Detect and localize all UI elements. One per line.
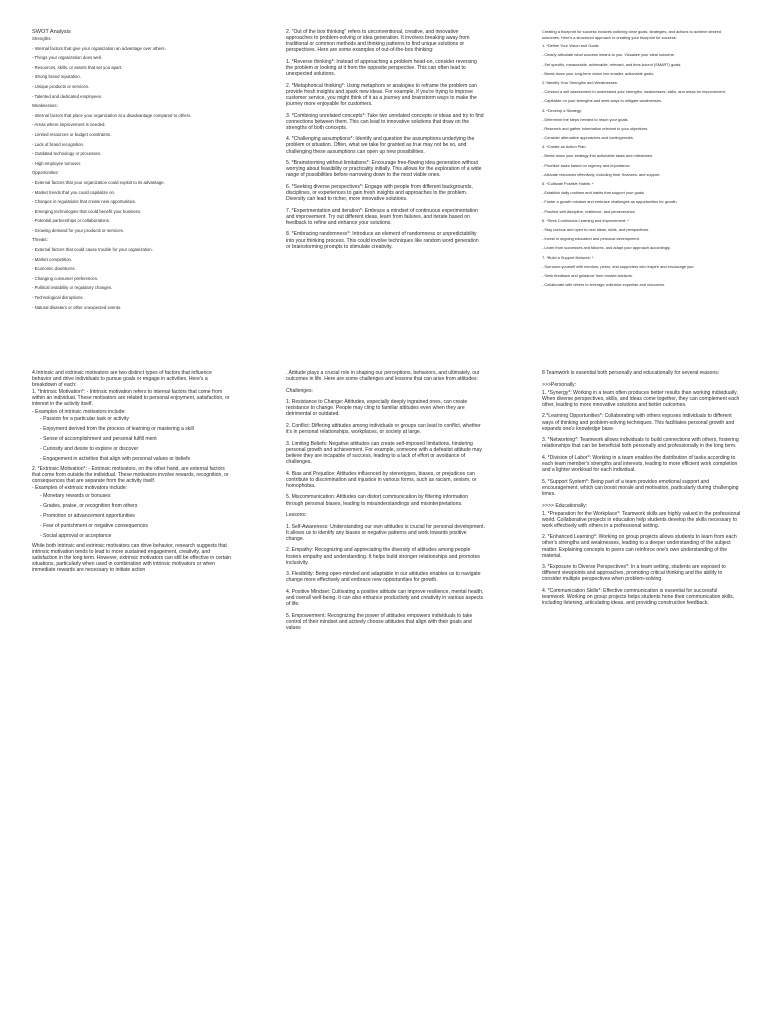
challenges-list — [286, 399, 486, 506]
blueprint-line: - Prioritize tasks based on urgency and importance. — [542, 162, 631, 168]
blueprint-line: - Break down your long-term vision into smaller, actionable goals. — [542, 70, 655, 76]
swot-section — [32, 29, 232, 314]
extrinsic-example: - Social approval or acceptance — [40, 532, 112, 539]
blueprint-line: - Allocate resources effectively, including time, finances, and support. — [542, 171, 661, 177]
out-of-box-paragraph: 8. *Embracing randomness*: Introduce an element of randomness or unpredictability into your thinking process. This could involve techniques like random word generation or brainstorming prompts to stimulate creativity. — [286, 231, 479, 250]
lessons-heading: Lessons: — [286, 512, 307, 519]
swot-line: - Internal factors that give your organization an advantage over others. — [32, 45, 166, 51]
swot-line: - Resources, skills, or assets that set you apart. — [32, 64, 123, 70]
swot-line: - Outdated technology or processes. — [32, 151, 102, 157]
swot-line: - External factors that your organization could exploit to its advantage. — [32, 179, 165, 185]
blueprint-line: - Surround yourself with mentors, peers, and supporters who inspire and encourage you. — [542, 263, 695, 269]
educational-reason: 3. *Exposure to Diverse Perspectives*: In a team setting, students are exposed to different viewpoints and approaches, promoting critical thinking and the ability to consider multiple perspectives when problem-solving. — [542, 564, 726, 583]
personal-reason: 1. *Synergy*: Working in a team often produces better results than working individually. When diverse perspectives, skills, and ideas come together, they can complement each other, leading to more innovative solutions and better outcomes. — [542, 389, 740, 408]
lesson-item: 3. Flexibility: Being open-minded and adaptable in our attitudes enables us to navigate change more effectively and embrace new opportunities for growth. — [286, 571, 481, 584]
swot-line: - Growing demand for your products or services. — [32, 227, 124, 233]
blueprint-line: - Practice self-discipline, resilience, and perseverance. — [542, 208, 636, 214]
educational-heading: >>>> Educationally: — [542, 502, 588, 509]
blueprint-line: 1. *Define Your Vision and Goals: — [542, 43, 600, 49]
intrinsic-examples — [32, 416, 232, 462]
educational-reasons — [542, 511, 742, 607]
blueprint-line: - Invest in ongoing education and personal development. — [542, 236, 640, 242]
intrinsic-example: - Engagement in activities that align with personal values or beliefs — [40, 456, 191, 463]
out-of-box-section — [286, 29, 484, 255]
blueprint-line: - Foster a growth mindset and embrace challenges as opportunities for growth. — [542, 199, 678, 205]
blueprint-line: - Break down your strategy into actionable tasks and milestones. — [542, 153, 654, 159]
blueprint-line: 7. *Build a Support Network: * — [542, 254, 594, 260]
blueprint-line: - Seek feedback and guidance from trusted advisors. — [542, 272, 634, 278]
out-of-box-paragraph: 6. *Seeking diverse perspectives*: Engage with people from different backgrounds, disciplines, or experiences to gain fresh insights and approaches to the problem. Diversity can lead to richer, more innovative solutions. — [286, 183, 473, 203]
challenge-item: 1. Resistance to Change: Attitudes, especially deeply ingrained ones, can create resistance to change. People may cling to familiar attitudes even when they are detrimental or outdated. — [286, 399, 468, 418]
personal-reason: 5. *Support System*: Being part of a team provides emotional support and encouragement, which can boost morale and motivation, particularly during challenging times. — [542, 478, 739, 497]
extrinsic-example: - Monetary rewards or bonuses — [40, 492, 111, 499]
swot-title: SWOT Analysis — [32, 29, 71, 35]
blueprint-line: - Research and gather information relevant to your objectives. — [542, 125, 649, 131]
blueprint-section — [542, 29, 740, 291]
swot-line: - Changing consumer preferences. — [32, 275, 99, 281]
extrinsic-example: - Fear of punishment or negative consequences — [40, 522, 148, 529]
swot-line: - Potential partnerships or collaborations. — [32, 218, 111, 224]
extrinsic-examples — [32, 493, 232, 539]
blueprint-line: - Consider alternative approaches and contingencies. — [542, 135, 634, 141]
out-of-box-paragraph: 2. "Out of the box thinking" refers to unconventional, creative, and innovative approaches to problem-solving or idea generation. It involves breaking away from traditional or common methods and thinking patterns to find unique solutions or perspectives. Here are some examples of out-of-the-box thinking: — [286, 29, 470, 54]
swot-line: - Market competition. — [32, 256, 73, 262]
blueprint-line: 6. *Seek Continuous Learning and Improvement: * — [542, 217, 629, 223]
personal-reason: 2.*Learning Opportunities*: Collaborating with others exposes individuals to different ways of thinking and problem-solving techniques. This facilitates personal growth and expands one's knowledge base. — [542, 413, 735, 432]
intrinsic-example: - Sense of accomplishment and personal fulfill ment — [40, 435, 157, 442]
swot-line: - Emerging technologies that could benefit your business. — [32, 208, 142, 214]
out-of-box-paragraph: 5. *Brainstorming without limitations*: Encourage free-flowing idea generation without worrying about feasibility or practicality initially. This allows for the exploration of a wide range of possibilities before narrowing down to the most viable ones. — [286, 160, 482, 179]
blueprint-lines — [542, 43, 740, 287]
challenges-heading: Challenges: — [286, 387, 313, 394]
swot-line: - Unique products or services. — [32, 83, 90, 89]
personal-reason: 4. *Division of Labor*: Working in a team enables the distribution of tasks according to each team member's strengths and interests, leading to more efficient work completion and a lighter workload for each individual. — [542, 454, 738, 474]
intrinsic-examples-heading: - Examples of intrinsic motivators include: — [32, 408, 126, 415]
personal-reason: 3. *Networking*: Teamwork allows individuals to build connections with others, fostering relationships that can be beneficial both personally and professionally in the long term. — [542, 437, 739, 450]
swot-line: - Economic downturns. — [32, 266, 76, 272]
blueprint-line: - Establish daily routines and habits that support your goals. — [542, 190, 645, 196]
swot-line: Weaknesses: — [32, 103, 58, 109]
swot-line: - Technological disruptions. — [32, 295, 84, 301]
extrinsic-definition: 2. *Extrinsic Motivation*: - Extrinsic motivators, on the other hand, are external factors that come from outside the individual. These motivators involve rewards, recognition, or consequences that are separate from the activity itself. — [32, 466, 229, 485]
swot-line: Opportunities: — [32, 170, 59, 176]
intrinsic-example: - Enjoyment derived from the process of learning or mastering a skill — [40, 425, 194, 432]
lesson-item: 1. Self-Awareness: Understanding our own attitudes is crucial for personal development. It allows us to identify any biases or negative patterns and work towards positive change. — [286, 523, 485, 542]
swot-lines — [32, 36, 232, 311]
lessons-list — [286, 524, 486, 631]
teamwork-intro: 8 Teamwork is essential both personally and educationally for several reasons: — [542, 370, 720, 376]
educational-reason: 4. *Communication Skills*: Effective communication is essential for successful teamwork. Working on group projects helps students hone their communication skills, including listening, articulating ideas, and providing constructive feedback. — [542, 588, 735, 607]
blueprint-line: - Stay curious and open to new ideas, skills, and perspectives. — [542, 226, 650, 232]
attitudes-section — [286, 370, 486, 637]
lesson-item: 4. Positive Mindset: Cultivating a positive attitude can improve resilience, mental health, and overall well-being. It can also enhance productivity and creativity in various aspects of life. — [286, 588, 484, 608]
swot-line: - Internal factors that place your organization at a disadvantage compared to others. — [32, 112, 192, 118]
blueprint-line: - Capitalize on your strengths and seek ways to mitigate weaknesses. — [542, 98, 663, 104]
intrinsic-example: - Curiosity and desire to explore or discover — [40, 445, 139, 452]
blueprint-line: 4. *Create an Action Plan: — [542, 144, 587, 150]
intrinsic-example: - Passion for a particular task or activity — [40, 415, 129, 422]
swot-line: - External factors that could cause trouble for your organization. — [32, 247, 153, 253]
challenge-item: 4. Bias and Prejudice: Attitudes influenced by stereotypes, biases, or prejudices can contribute to discrimination and injustice in various forms, such as racism, sexism, or homophobia. — [286, 470, 477, 489]
blueprint-line: - Determine the steps needed to reach your goals. — [542, 116, 629, 122]
swot-line: - Strong brand reputation. — [32, 74, 81, 80]
out-of-box-paragraph: 7. *Experimentation and iteration*: Embrace a mindset of continuous experimentation and improvement. Try out different ideas, learn from failures, and iterate based on feedback to refine and enhance your solutions. — [286, 207, 478, 226]
blueprint-line: - Clearly articulate what success means to you. Visualize your ideal outcome. — [542, 52, 675, 58]
motivators-intro: 4.Intrinsic and extrinsic motivators are two distinct types of factors that influence behavior and drive individuals to pursue goals or engage in activities. Here's a breakdown of each: — [32, 370, 212, 389]
swot-line: Threats: — [32, 237, 48, 243]
extrinsic-example: - Grades, praise, or recognition from others — [40, 502, 138, 509]
out-of-box-paragraph: 3. *Combining unrelated concepts*: Take two unrelated concepts or ideas and try to find connections between them. This can lead to innovative solutions that draw on the strengths of both concepts. — [286, 112, 484, 131]
motivators-conclusion: While both intrinsic and extrinsic motivators can drive behavior, research suggests that intrinsic motivation tends to lead to more sustained engagement, creativity, and satisfaction in the long term. However, extrinsic motivators can still be effective in certain situations, particularly when used in combination with intrinsic motivators or when immediate rewards are necessary to initiate action — [32, 542, 231, 574]
lesson-item: 2. Empathy: Recognizing and appreciating the diversity of attitudes among people fosters empathy and understanding. It helps build stronger relationships and promotes inclusivity. — [286, 547, 480, 566]
swot-line: - Market trends that you could capitalize on. — [32, 189, 116, 195]
swot-line: - Changes in regulations that create new opportunities. — [32, 199, 137, 205]
educational-reason: 2. *Enhanced Learning*: Working on group projects allows students to learn from each other's strengths and weaknesses, leading to a deeper understanding of the subject matter. Explaining concepts to peers can reinforce one's own understanding of the material. — [542, 534, 737, 559]
swot-line: - Lack of brand recognition. — [32, 141, 85, 147]
blueprint-line: 5. *Cultivate Positive Habits: * — [542, 181, 594, 186]
lesson-item: 5. Empowerment: Recognizing the power of attitudes empowers individuals to take control of their mindset and actively choose attitudes that align with their goals and values — [286, 612, 473, 631]
blueprint-line: - Set specific, measurable, achievable, relevant, and time-bound (SMART) goals. — [542, 61, 682, 67]
swot-line: - Limited resources or budget constraints. — [32, 131, 112, 137]
extrinsic-example: - Promotion or advancement opportunities — [40, 512, 135, 519]
teamwork-section — [542, 370, 742, 612]
challenge-item: 5. Miscommunication: Attitudes can distort communication by filtering information through personal biases, leading to misunderstandings and misinterpretations. — [286, 494, 469, 507]
out-of-box-paragraph: 4. *Challenging assumptions*: Identify and question the assumptions underlying the problem or situation. Often, what we take for granted as true may not be so, and challenging these assumptions can open up new possibilities. — [286, 136, 475, 155]
out-of-box-paragraph: 1. *Reverse thinking*: Instead of approaching a problem head-on, consider reversing the problem or looking at it from the opposite perspective. This can often lead to unexpected solutions. — [286, 58, 477, 78]
swot-line: - Political instability or regulatory changes. — [32, 285, 113, 291]
swot-line: - Things your organization does well. — [32, 55, 102, 61]
blueprint-line: - Conduct a self-assessment to understand your strengths, weaknesses, skills, and areas for improvement. — [542, 89, 726, 95]
challenge-item: 3. Limiting Beliefs: Negative attitudes can create self-imposed limitations, hindering personal growth and achievement. For example, someone with a defeatist attitude may believe they are incapable of success, leading to a lack of effort or avoidance of challenges. — [286, 440, 482, 466]
blueprint-intro: Creating a blueprint for success involves outlining clear goals, strategies, and actions to achieve desired outcomes. Here's a structured approach to creating your blueprint for success: — [542, 29, 722, 40]
blueprint-line: 2.*Identify Your Strengths and Weaknesses: — [542, 79, 618, 85]
blueprint-line: 3. *Develop a Strategy: — [542, 107, 583, 113]
educational-reason: 1. *Preparation for the Workplace*: Teamwork skills are highly valued in the professional world. Collaborative projects in education help students develop the skills necessary to work effectively with others in a professional setting. — [542, 510, 741, 529]
swot-line: - Natural disasters or other unexpected events. — [32, 304, 122, 310]
swot-line: Strengths: — [32, 36, 52, 41]
swot-line: - High employee turnover. — [32, 160, 82, 166]
blueprint-line: - Learn from successes and failures, and adapt your approach accordingly. — [542, 245, 671, 251]
extrinsic-examples-heading: - Examples of extrinsic motivators include: — [32, 485, 128, 492]
attitudes-intro: . Attitude plays a crucial role in shaping our perceptions, behaviors, and ultimately, our outcomes in life. Here are some challenges and lessons that can arise from attitudes: — [286, 370, 480, 383]
challenge-item: 2. Conflict: Differing attitudes among individuals or groups can lead to conflict, whether it's in personal relationships, workplaces, or society at large. — [286, 423, 481, 436]
blueprint-line: - Collaborate with others to leverage collective expertise and resources. — [542, 282, 666, 288]
personal-reasons — [542, 390, 742, 497]
intrinsic-definition: 1. *Intrinsic Motivation*: - Intrinsic motivation refers to internal factors that come from within an individual. These motivators are related to personal enjoyment, satisfaction, or interest in the activity itself. — [32, 389, 230, 408]
personal-heading: >>>Personally: — [542, 381, 577, 388]
motivators-section — [32, 370, 232, 579]
out-of-box-paragraph: 2. *Metaphorical thinking*: Using metaphors or analogies to reframe the problem can provide fresh insights and spark new ideas. For example, if you're trying to improve customer service, you might think of it as a journey and brainstorm ways to make the journey more enjoyable for customers. — [286, 82, 477, 107]
swot-line: - Talented and dedicated employees. — [32, 93, 103, 99]
swot-line: - Areas where improvement is needed. — [32, 122, 106, 128]
out-of-box-paragraphs — [286, 29, 484, 250]
